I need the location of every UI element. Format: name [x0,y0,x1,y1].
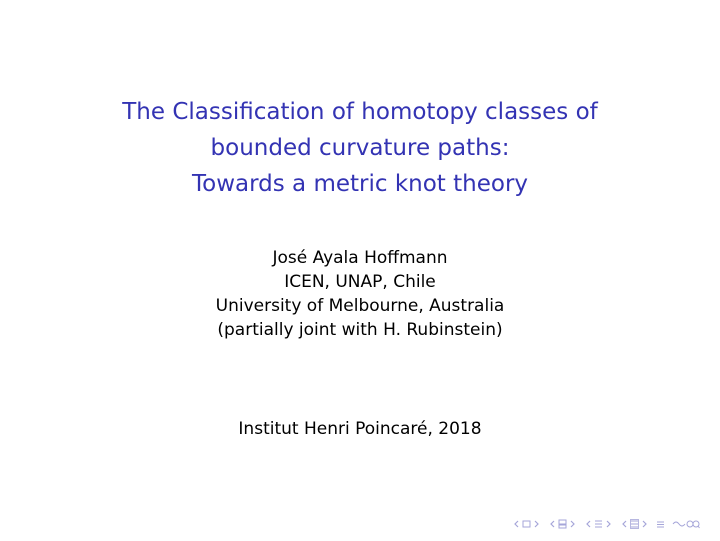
frame-icon [522,518,531,530]
align-icon[interactable] [656,518,665,530]
frame-prev-icon[interactable] [512,518,521,530]
subsection-nav-group [548,518,577,530]
subsection-prev-icon[interactable] [548,518,557,530]
section-nav-group [584,518,613,530]
align-group [656,518,665,530]
title-block [0,94,720,202]
author-block [0,246,720,342]
frame-next-icon[interactable] [532,518,541,530]
collaboration-note: (partially joint with H. Rubinstein) [217,320,503,340]
subsection-icon [558,518,567,530]
slide-nav-group [620,518,649,530]
date-block [0,417,720,441]
title-line-1: The Classification of homotopy classes of [122,99,598,125]
search-group [672,518,700,530]
venue-date: Institut Henri Poincaré, 2018 [238,419,482,439]
section-icon [594,518,603,530]
search-icon[interactable] [672,518,700,530]
author-name: José Ayala Hoffmann [272,248,448,268]
affiliation-2: University of Melbourne, Australia [215,296,505,316]
slide-prev-icon[interactable] [620,518,629,530]
subsection-next-icon[interactable] [568,518,577,530]
frame-nav-group [512,518,541,530]
section-prev-icon[interactable] [584,518,593,530]
section-next-icon[interactable] [604,518,613,530]
title-line-2: bounded curvature paths: [210,135,510,161]
affiliation-1: ICEN, UNAP, Chile [284,272,436,292]
slide-next-icon[interactable] [640,518,649,530]
beamer-navigation-bar [512,517,700,531]
slide-icon [630,518,639,530]
title-line-3: Towards a metric knot theory [191,171,529,197]
